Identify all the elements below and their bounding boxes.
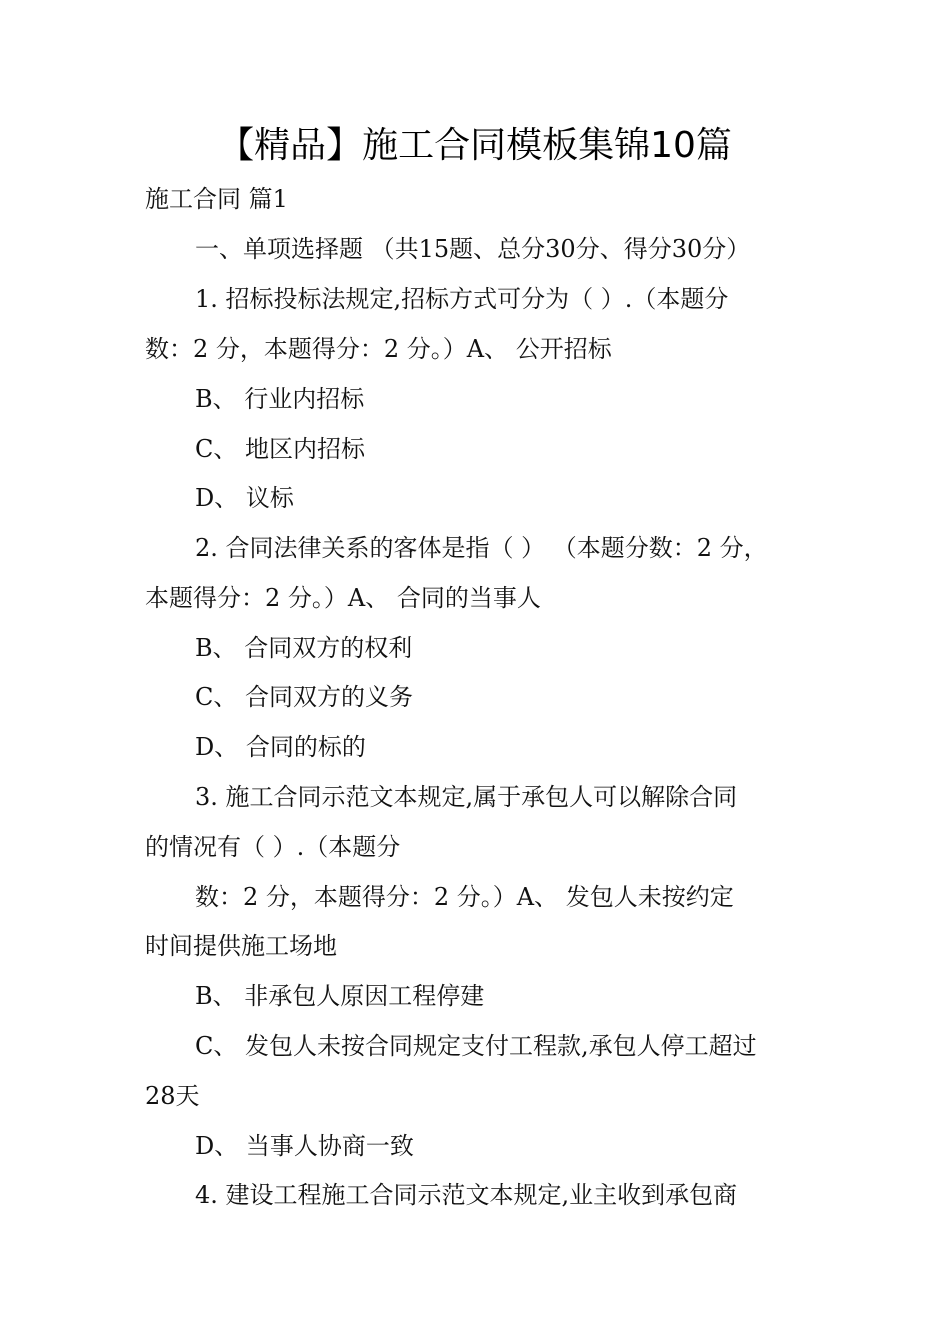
question-3-option-c-cont: 28天 bbox=[145, 1082, 200, 1110]
question-2-text-cont: 本题得分：2 分。）A、 合同的当事人 bbox=[145, 584, 541, 612]
question-1-option-d: D、 议标 bbox=[195, 484, 294, 512]
question-3-option-d: D、 当事人协商一致 bbox=[195, 1132, 414, 1160]
question-2-option-d: D、 合同的标的 bbox=[195, 733, 366, 761]
question-2-text: 2. 合同法律关系的客体是指（ ） （本题分数：2 分， bbox=[195, 534, 768, 562]
question-3-option-c: C、 发包人未按合同规定支付工程款,承包人停工超过 bbox=[195, 1032, 757, 1060]
question-3-text-cont: 的情况有（ ）.（本题分 bbox=[145, 833, 401, 861]
question-2-option-c: C、 合同双方的义务 bbox=[195, 683, 413, 711]
question-2-option-b: B、 合同双方的权利 bbox=[195, 634, 413, 662]
question-3-option-a-cont: 时间提供施工场地 bbox=[145, 932, 337, 960]
question-4-text: 4. 建设工程施工合同示范文本规定,业主收到承包商 bbox=[195, 1181, 738, 1209]
question-1-text-cont: 数：2 分，本题得分：2 分。）A、 公开招标 bbox=[145, 335, 612, 363]
question-1-text: 1. 招标投标法规定,招标方式可分为（ ）.（本题分 bbox=[195, 285, 729, 313]
part-heading: 一、单项选择题 （共15题、总分30分、得分30分） bbox=[195, 235, 751, 263]
question-1-option-b: B、 行业内招标 bbox=[195, 385, 365, 413]
question-3-text: 3. 施工合同示范文本规定,属于承包人可以解除合同 bbox=[195, 783, 738, 811]
question-1-option-c: C、 地区内招标 bbox=[195, 435, 365, 463]
question-3-option-b: B、 非承包人原因工程停建 bbox=[195, 982, 485, 1010]
document-title: 【精品】施工合同模板集锦10篇 bbox=[218, 125, 732, 166]
section-heading: 施工合同 篇1 bbox=[145, 185, 288, 213]
question-3-text-cont-2: 数：2 分，本题得分：2 分。）A、 发包人未按约定 bbox=[195, 883, 734, 911]
